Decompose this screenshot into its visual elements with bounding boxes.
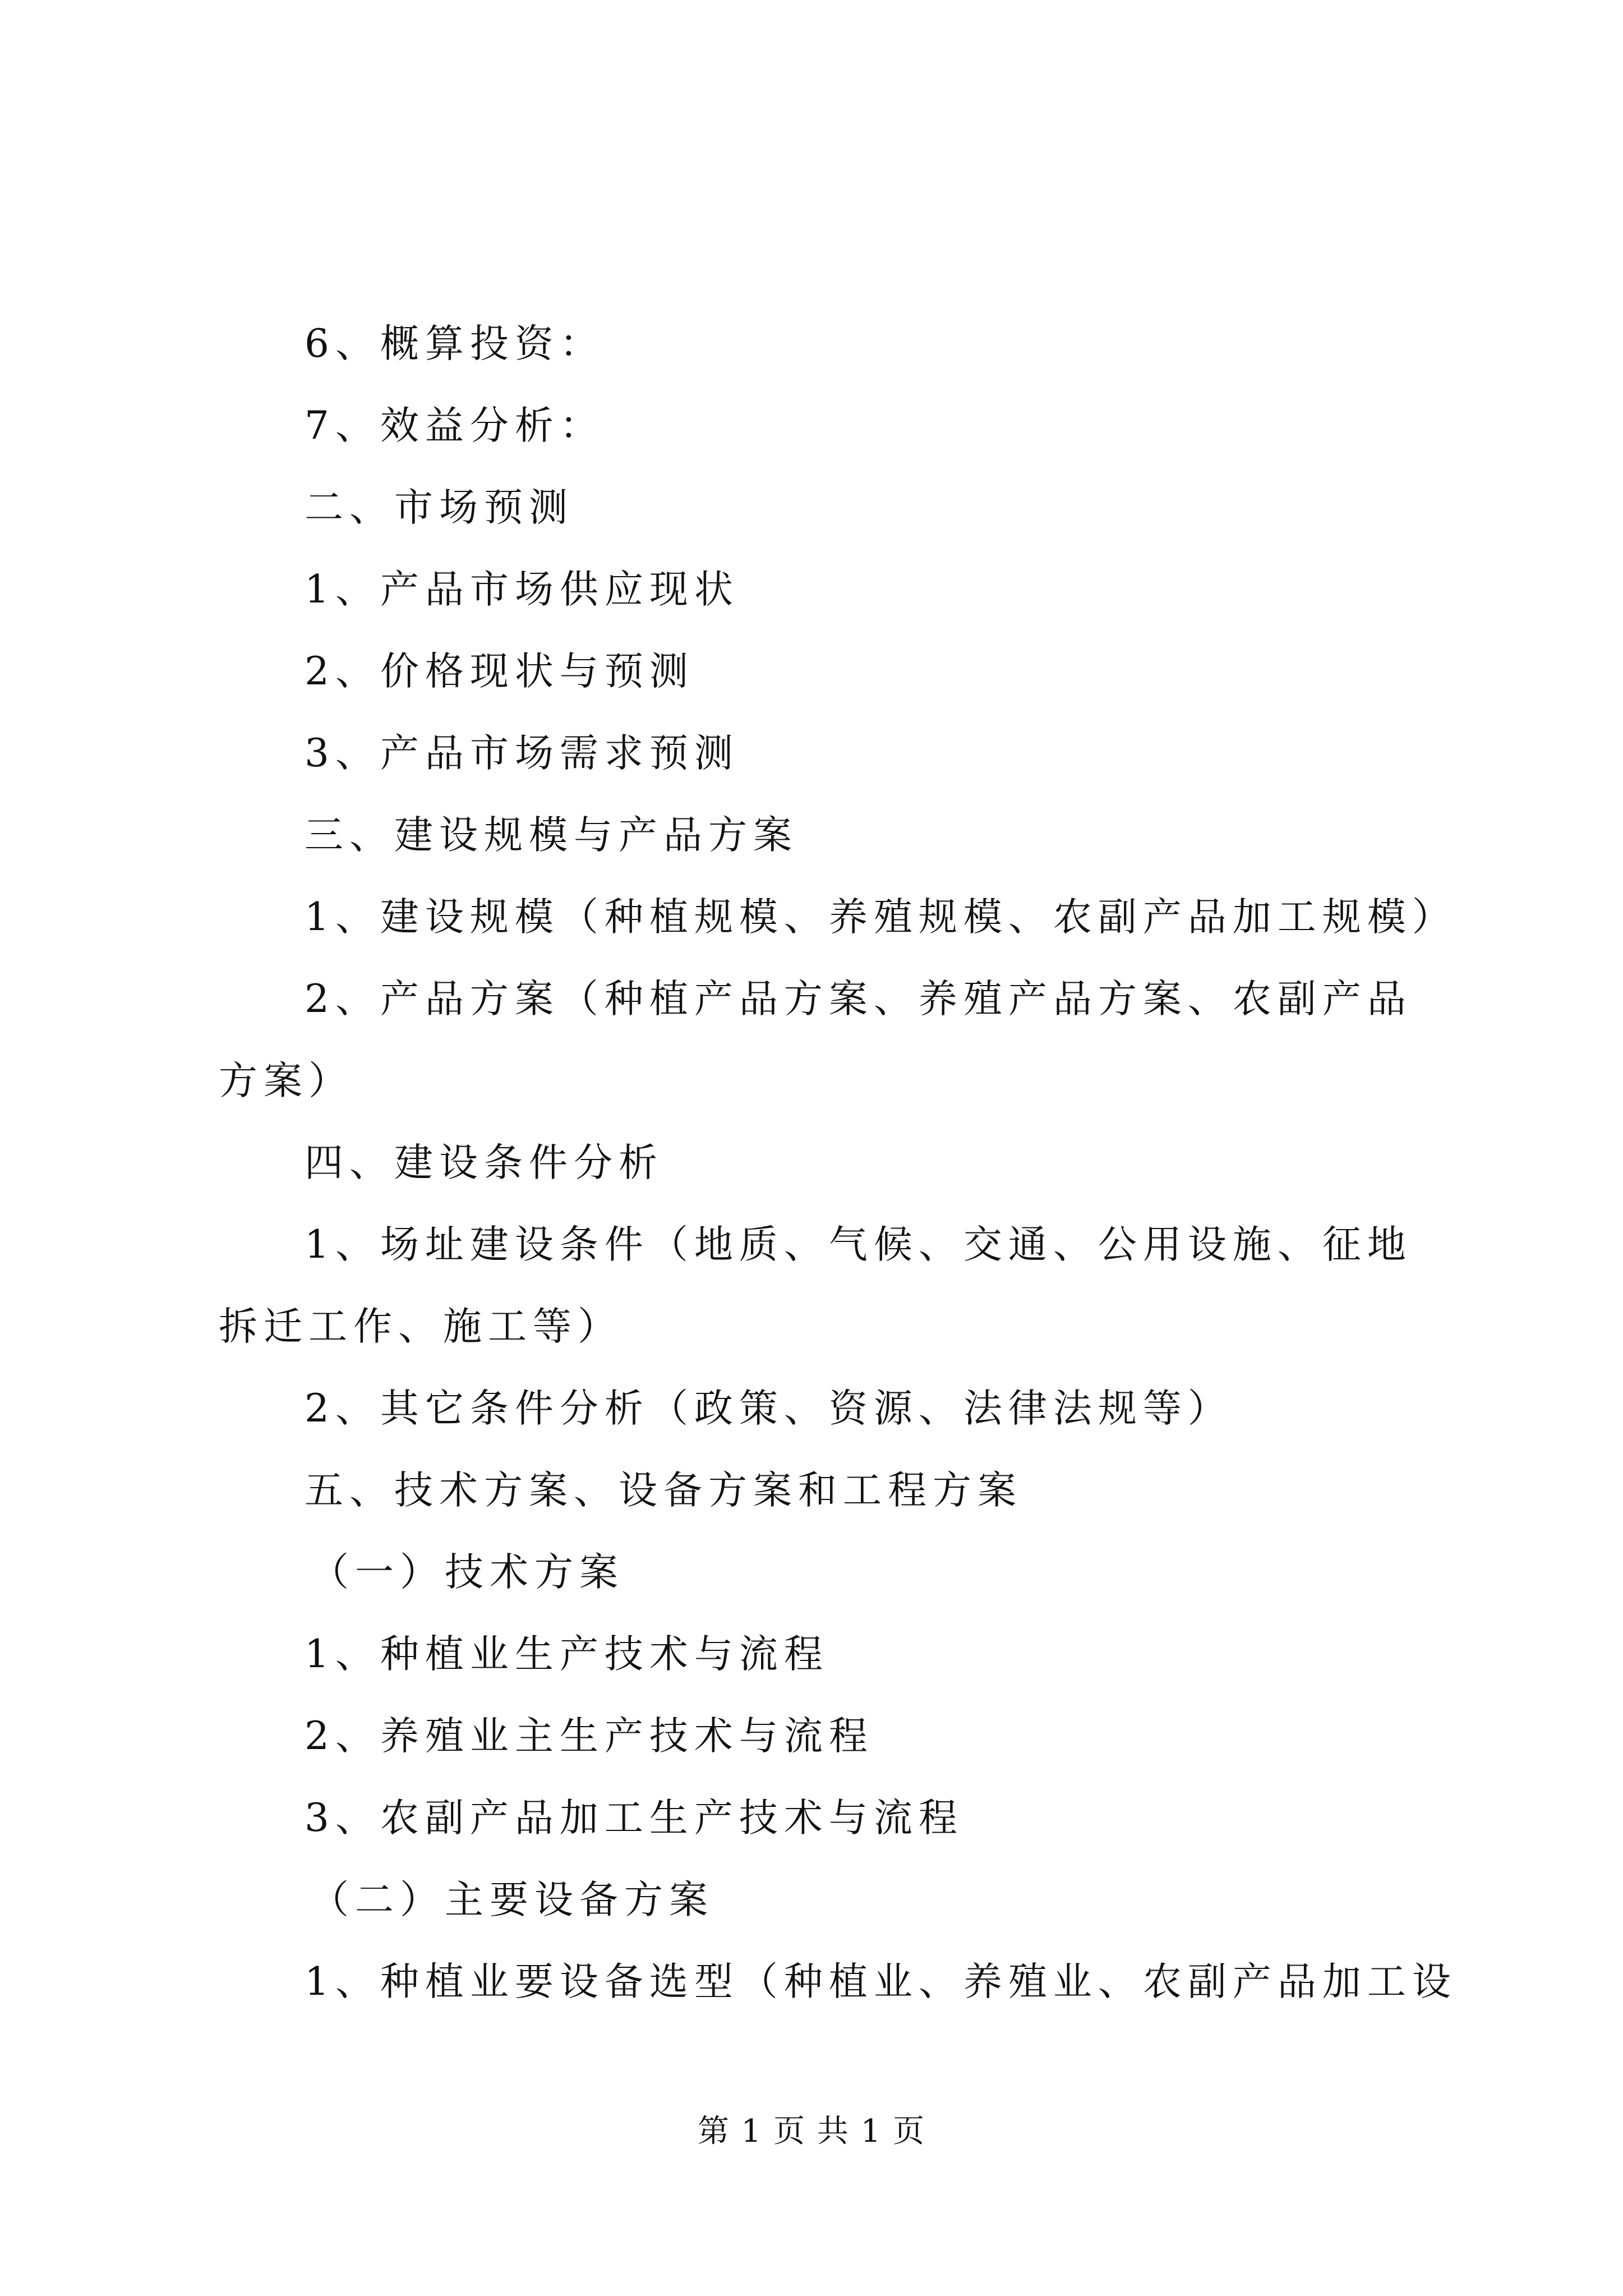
heading-conditions: 四、建设条件分析 (305, 1140, 663, 1185)
subheading-equipment-plan: （二）主要设备方案 (310, 1878, 714, 1922)
page-footer: 第 1 页 共 1 页 (697, 2113, 926, 2150)
line-construction-scale: 1、建设规模（种植规模、养殖规模、农副产品加工规模） (305, 895, 1457, 940)
heading-market-forecast: 二、市场预测 (305, 485, 574, 530)
heading-technical-plans: 五、技术方案、设备方案和工程方案 (305, 1468, 1022, 1513)
line-7-benefit: 7、效益分析： (305, 403, 605, 448)
line-processing-tech: 3、农副产品加工生产技术与流程 (305, 1796, 963, 1841)
line-demand-forecast: 3、产品市场需求预测 (305, 731, 739, 776)
line-product-plan: 2、产品方案（种植产品方案、养殖产品方案、农副产品方案） (219, 977, 1412, 1103)
subheading-technical-plan: （一）技术方案 (310, 1550, 624, 1595)
line-planting-tech: 1、种植业生产技术与流程 (305, 1632, 829, 1677)
heading-scale-plan: 三、建设规模与产品方案 (305, 813, 798, 858)
line-breeding-tech: 2、养殖业主生产技术与流程 (305, 1714, 874, 1759)
line-other-conditions: 2、其它条件分析（政策、资源、法律法规等） (305, 1386, 1233, 1431)
line-supply-status: 1、产品市场供应现状 (305, 567, 739, 612)
line-price-status: 2、价格现状与预测 (305, 649, 694, 694)
line-6-investment: 6、概算投资： (305, 321, 605, 366)
line-site-conditions: 1、场址建设条件（地质、气候、交通、公用设施、征地拆迁工作、施工等） (219, 1222, 1412, 1349)
line-equipment-selection: 1、种植业要设备选型（种植业、养殖业、农副产品加工设 (305, 1959, 1457, 2004)
